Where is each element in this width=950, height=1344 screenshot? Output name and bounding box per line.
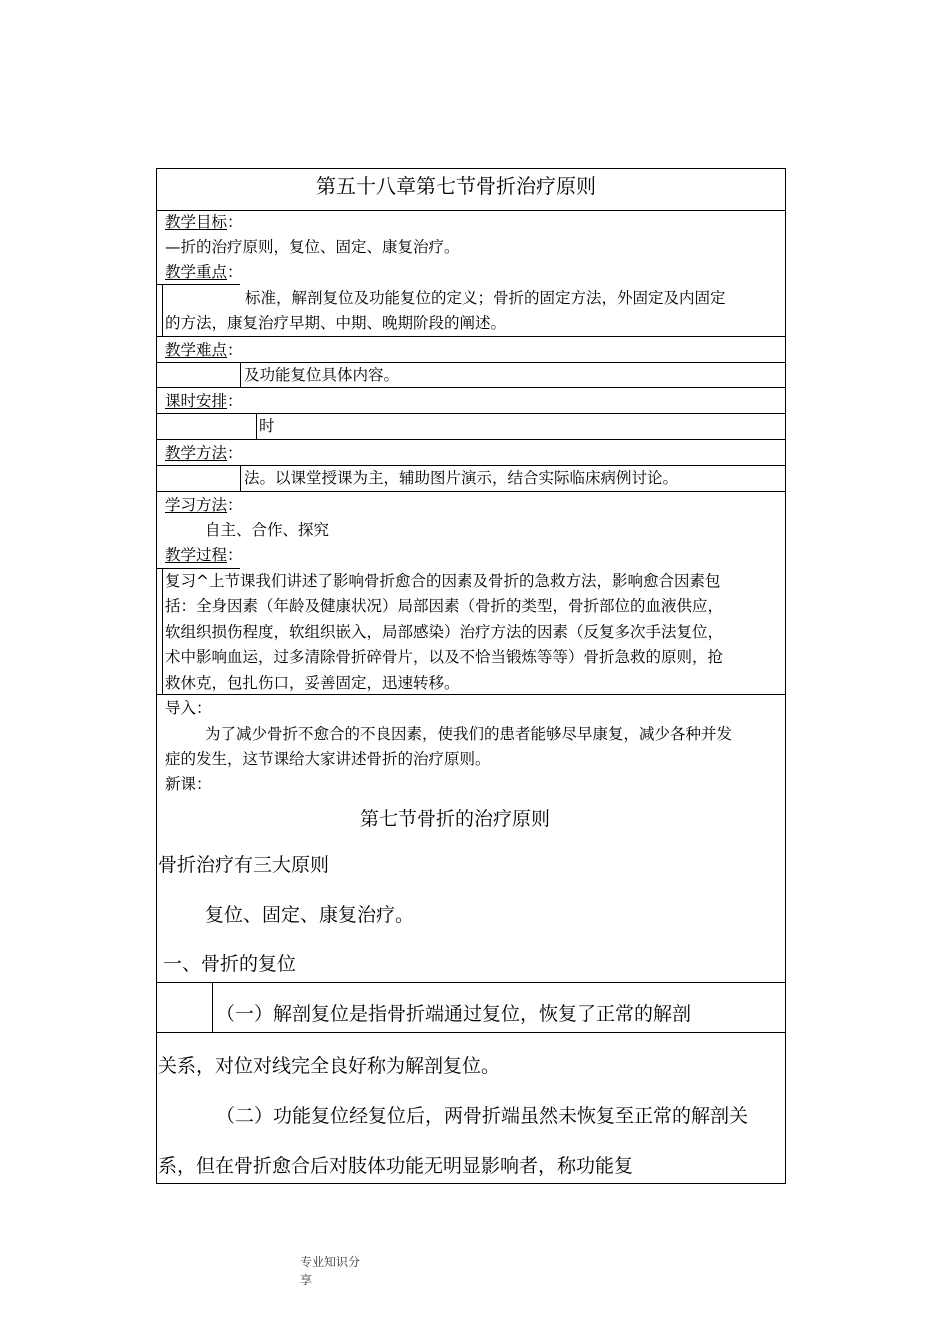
schedule-label: 课时安排 — [165, 392, 228, 410]
review-line: 救休克，包扎伤口，妥善固定，迅速转移。 — [165, 674, 460, 692]
cell-divider — [162, 568, 163, 694]
row-divider — [156, 568, 240, 569]
row-divider — [156, 465, 786, 466]
row-divider — [156, 387, 786, 388]
teaching-method-text: 法。以课堂授课为主，辅助图片演示，结合实际临床病例讨论。 — [244, 469, 679, 487]
intro-label: 导入： — [165, 699, 212, 717]
reduction-para-1-line-2: 关系，对位对线完全良好称为解剖复位。 — [158, 1055, 501, 1077]
section-heading: 第七节骨折的治疗原则 — [360, 808, 551, 830]
schedule-row — [165, 394, 243, 410]
key-points-row — [165, 265, 243, 281]
process-row — [165, 548, 243, 564]
objective-label: 教学目标 — [165, 213, 228, 231]
key-points-label: 教学重点 — [165, 263, 228, 281]
schedule-text: 时 — [259, 417, 275, 435]
review-line: 括：全身因素（年龄及健康状况）局部因素（骨折的类型，骨折部位的血液供应， — [165, 597, 724, 615]
document-title: 第五十八章第七节骨折治疗原则 — [316, 174, 596, 198]
footer-line-2: 享 — [300, 1273, 313, 1287]
learning-method-row — [165, 498, 243, 514]
teaching-method-colon: ： — [227, 444, 243, 462]
reduction-para-1-line-1: （一）解剖复位是指骨折端通过复位，恢复了正常的解剖 — [216, 1003, 692, 1025]
objective-row — [165, 215, 243, 231]
cell-divider — [240, 362, 241, 387]
row-divider — [156, 439, 786, 440]
principles-intro: 骨折治疗有三大原则 — [158, 854, 330, 876]
difficulties-text: 及功能复位具体内容。 — [244, 366, 400, 384]
footer-line-1: 专业知识分 — [300, 1255, 361, 1269]
row-divider — [156, 210, 786, 211]
learning-method-colon: ： — [227, 496, 243, 514]
difficulties-colon: ： — [227, 341, 243, 359]
reduction-para-2-line-1: （二）功能复位经复位后，两骨折端虽然未恢复至正常的解剖关 — [216, 1105, 749, 1127]
review-line: 术中影响血运，过多清除骨折碎骨片，以及不恰当锻炼等等）骨折急救的原则，抢 — [165, 648, 724, 666]
principles-list: 复位、固定、康复治疗。 — [205, 904, 415, 926]
row-divider — [156, 491, 786, 492]
section-1-heading: 一、骨折的复位 — [163, 953, 297, 975]
objective-text: —折的治疗原则，复位、固定、康复治疗。 — [165, 238, 460, 256]
teaching-method-label: 教学方法 — [165, 444, 228, 462]
intro-line-1: 为了减少骨折不愈合的不良因素，使我们的患者能够尽早康复，减少各种并发 — [205, 725, 733, 743]
process-colon: ： — [227, 546, 243, 564]
learning-method-label: 学习方法 — [165, 496, 228, 514]
cell-divider — [256, 413, 257, 439]
review-line: 软组织损伤程度，软组织嵌入，局部感染）治疗方法的因素（反复多次手法复位， — [165, 623, 724, 641]
row-divider — [156, 413, 786, 414]
row-divider — [156, 336, 786, 337]
row-divider — [156, 1032, 786, 1033]
cell-divider — [240, 465, 241, 491]
schedule-colon: ： — [227, 392, 243, 410]
row-divider — [156, 982, 786, 983]
key-points-line-2: 的方法，康复治疗早期、中期、晚期阶段的阐述。 — [165, 314, 507, 332]
new-lesson-label: 新课： — [165, 775, 212, 793]
cell-divider — [212, 982, 213, 1032]
learning-method-text: 自主、合作、探究 — [205, 521, 330, 539]
cell-divider — [162, 284, 163, 336]
row-divider — [156, 362, 786, 363]
key-points-line-1: 标准，解剖复位及功能复位的定义；骨折的固定方法，外固定及内固定 — [245, 289, 726, 307]
review-line: 复习^上节课我们讲述了影响骨折愈合的因素及骨折的急救方法，影响愈合因素包 — [165, 572, 721, 590]
objective-colon: ： — [227, 213, 243, 231]
row-divider — [156, 284, 240, 285]
difficulties-row — [165, 343, 243, 359]
intro-line-2: 症的发生，这节课给大家讲述骨折的治疗原则。 — [165, 750, 491, 768]
row-divider — [156, 694, 786, 695]
teaching-method-row — [165, 446, 243, 462]
process-label: 教学过程 — [165, 546, 228, 564]
difficulties-label: 教学难点 — [165, 341, 228, 359]
reduction-para-2-line-2: 系，但在骨折愈合后对肢体功能无明显影响者，称功能复 — [158, 1155, 634, 1177]
key-points-colon: ： — [227, 263, 243, 281]
